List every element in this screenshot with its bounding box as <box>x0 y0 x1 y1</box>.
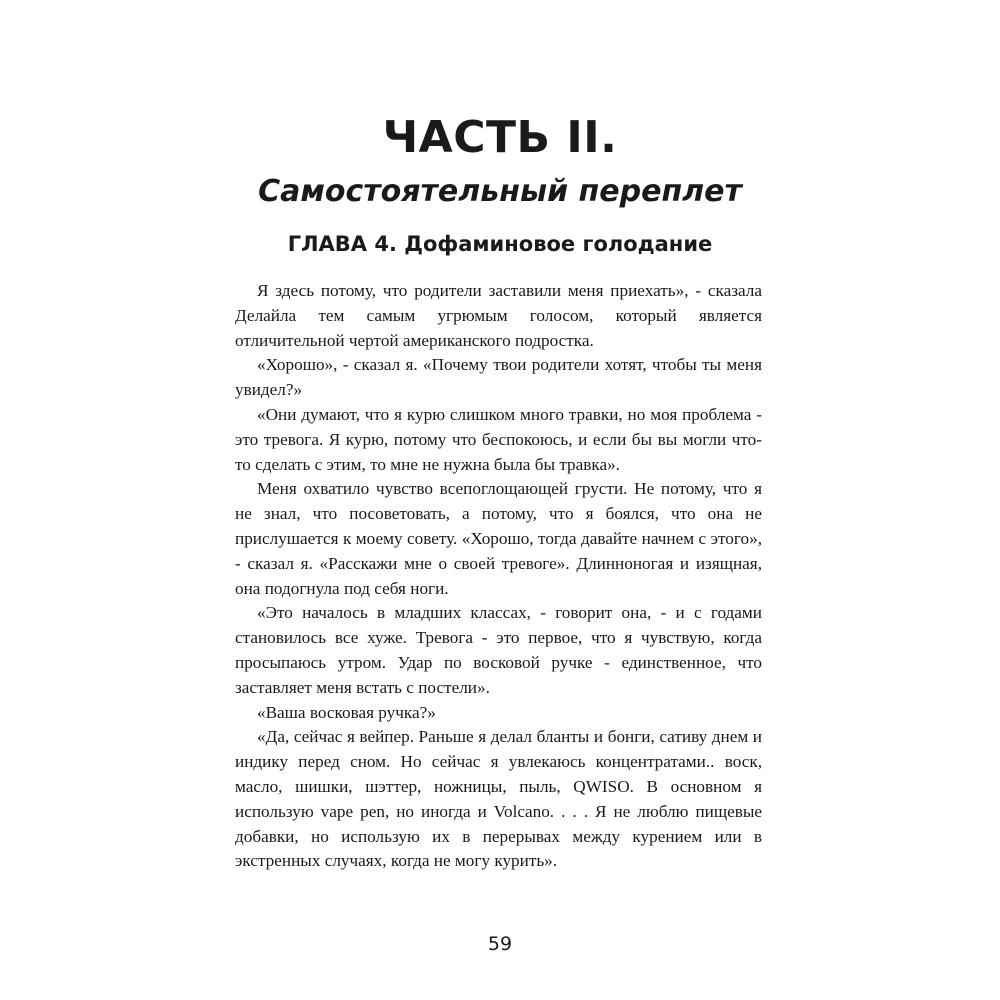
page-number: 59 <box>487 933 513 955</box>
paragraph-7: «Да, сейчас я вейпер. Раньше я делал бланты и бонги, сативу днем и индику перед сном. Но сейчас я увлекаюсь концентратами.. воск, масло, шишки, шэттер, ножницы, пыль, QWISO. В основном я использую vape pen, но иногда и Volcano. . . . Я не люблю пищевые добавки, но использую их в перерывах между курением или в экстренных случаях, когда не могу курить». <box>235 727 762 871</box>
paragraph-5: «Это началось в младших классах, - говорит она, - и с годами становилось все хуже. Тревога - это первое, что я чувствую, когда просыпаюсь утром. Удар по восковой ручке - единственное, что заставляет меня встать с постели». <box>235 603 762 697</box>
chapter-title: ГЛАВА 4. Дофаминовое голодание <box>287 232 713 256</box>
paragraph-2: «Хорошо», - сказал я. «Почему твои родители хотят, чтобы ты меня увидел?» <box>235 355 762 400</box>
part-subtitle: Самостоятельный переплет <box>258 174 742 209</box>
part-title: ЧАСТЬ II. <box>382 112 618 163</box>
paragraph-3: «Они думают, что я курю слишком много травки, но моя проблема - это тревога. Я курю, потому что беспокоюсь, и если бы вы могли что-то сделать с этим, то мне не нужна была бы травка». <box>235 404 762 474</box>
paragraph-4: Меня охватило чувство всепоглощающей грусти. Не потому, что я не знал, что посоветовать, а потому, что я боялся, что она не прислушается к моему совету. «Хорошо, тогда давайте начнем с этого», - сказал я. «Расскажи мне о своей тревоге». Длинноногая и изящная, она подогнула под себя ноги. <box>235 479 762 598</box>
paragraph-1: Я здесь потому, что родители заставили меня приехать», - сказала Делайла тем самым угрюмым голосом, который является отличительной чертой американского подростка. <box>235 281 762 350</box>
paragraph-6: «Ваша восковая ручка?» <box>257 702 436 722</box>
body-text <box>235 279 762 874</box>
